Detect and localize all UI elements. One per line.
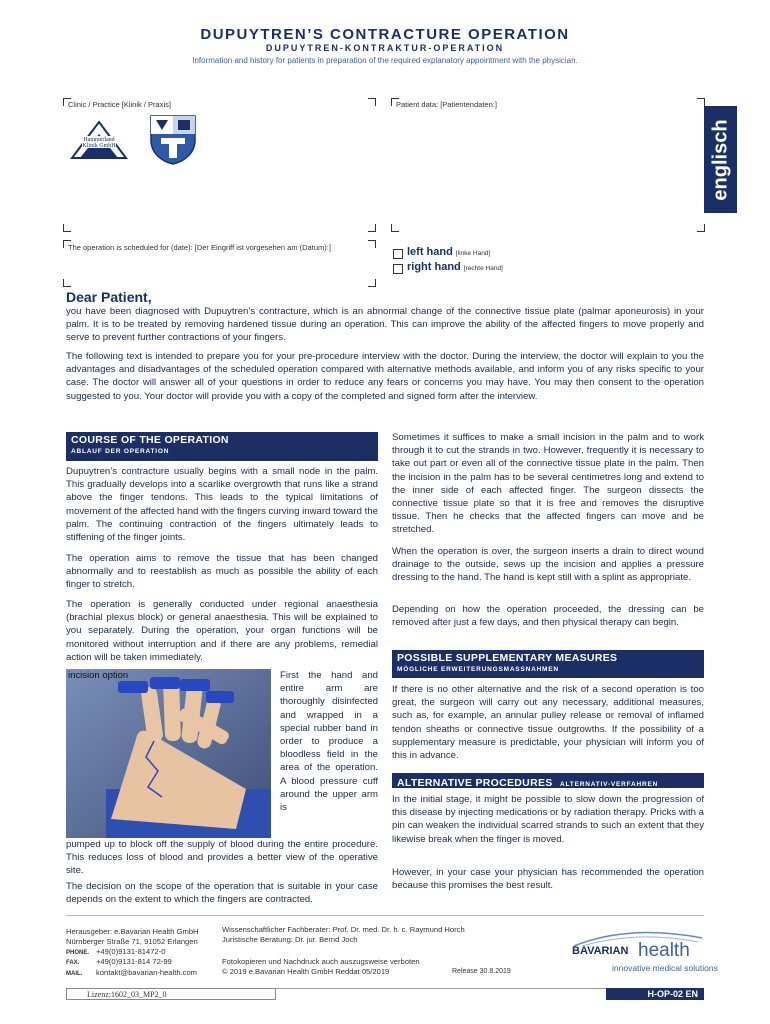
illustration-label: incision option [68, 670, 129, 681]
footer-divider [66, 915, 704, 916]
clinic-field-label: Clinic / Practice [Klinik / Praxis] [68, 100, 171, 109]
supplementary-subheading: MÖGLICHE ERWEITERUNGSMASSNAHMEN [397, 666, 559, 673]
svg-text:Hammerland: Hammerland [83, 137, 115, 143]
patient-box-corner [697, 224, 705, 232]
left-hand-label: left hand [407, 246, 453, 258]
patient-box-corner [697, 98, 705, 106]
right-paragraph-3: Depending on how the operation proceeded, the dressing can be removed after just a few days, and then physical therapy can begin. [392, 604, 704, 629]
mail-value: kontakt@bavarian-health.com [96, 968, 197, 977]
course-section-header [66, 432, 378, 461]
course-paragraph-2: The operation aims to remove the tissue that has been changed abnormally and to reestablish as much as possible the ability of each finger to stretch. [66, 553, 378, 591]
footer-copyright: © 2019 e.Bavarian Health GmbH Reddat 05/2019 [222, 967, 390, 976]
bavarian-health-logo [568, 928, 718, 976]
footer-copy-notice: Fotokopieren und Nachdruck auch auszugsweise verboten [222, 957, 420, 966]
salutation: Dear Patient, [66, 289, 152, 305]
patient-box-corner [391, 224, 399, 232]
course-heading: COURSE OF THE OPERATION [71, 434, 229, 446]
alternative-paragraph-2: However, in your case your physician has recommended the operation because this promises the best result. [392, 867, 704, 892]
alternative-subheading: ALTERNATIV-VERFAHREN [560, 781, 659, 788]
patient-field-label: Patient data: [Patientendaten:] [396, 100, 497, 109]
fax-value: +49(0)9131-814 72-99 [96, 957, 172, 966]
footer-scientific-advisor: Wissenschaftlicher Fachberater: Prof. Dr. med. Dr. h. c. Raymund Horch [222, 925, 465, 934]
left-hand-option [407, 246, 490, 258]
right-hand-option [407, 261, 503, 273]
course-paragraph-1: Dupuytren’s contracture usually begins with a small node in the palm. This gradually develops into a scarlike overgrowth that runs like a strand above the finger tendons. This leads to the typical limitations of movement of the affected hand with the fingers curving inward toward the palm. The continuing contraction of the fingers ultimately leads to stiffening of the finger joints. [66, 466, 378, 544]
course-paragraph-4a: First the hand and entire arm are thoroughly disinfected and wrapped in a special rubber band in order to produce a bloodless field in the area of the operation. A blood pressure cuff around the upper arm is [280, 670, 378, 814]
coat-of-arms-logo [147, 114, 199, 166]
intro-paragraph-1: you have been diagnosed with Dupuytren’s contracture, which is an abnormal change of the connective tissue plate (palmar aponeurosis) in your palm. It is to be treated by removing hardened tissue during an operation. This can improve the ability of the affected fingers to move properly and serve to prevent further contractions of your fingers. [66, 306, 704, 344]
clinic-box-corner [368, 224, 376, 232]
svg-text:Klinik GmbH: Klinik GmbH [82, 143, 116, 149]
alternative-section-header [392, 773, 704, 788]
footer-release: Release 30.8.2019 [452, 968, 511, 975]
supplementary-paragraph: If there is no other alternative and the risk of a second operation is too great, the surgeon will carry out any necessary, additional measures, such as, for example, an annular pulley release or removal of inflamed tendon sheaths or connective tissue outgrowths. If the possibility of a supplementary measure is predictable, your physician will inform you of this in advance. [392, 684, 704, 762]
supplementary-heading: POSSIBLE SUPPLEMENTARY MEASURES [397, 652, 618, 664]
footer-mail-row [66, 968, 197, 979]
course-paragraph-4b: pumped up to block off the supply of blood during the entire procedure. This reduces loss of blood and provides a better view of the operative site. [66, 839, 378, 877]
supplementary-section-header [392, 650, 704, 678]
document-subtitle: DUPUYTREN-KONTRAKTUR-OPERATION [265, 43, 505, 53]
right-hand-sublabel: [rechte Hand] [463, 265, 503, 272]
language-tab-label: englisch [709, 118, 731, 201]
left-hand-checkbox[interactable] [393, 249, 403, 259]
footer-legal-advisor: Juristische Beratung: Dr. jur. Bernd Joch [222, 935, 358, 944]
footer-address: Nürnberger Straße 71, 91052 Erlangen [66, 937, 198, 946]
date-box-corner [368, 240, 376, 248]
footer-fax-row [66, 957, 172, 968]
right-hand-label: right hand [407, 261, 461, 273]
course-subheading: ABLAUF DER OPERATION [71, 448, 170, 455]
clinic-logo [68, 118, 130, 162]
alternative-paragraph-1: In the initial stage, it might be possible to slow down the progression of this disease by injecting medications or by radiation therapy. Pricks with a pin can weaken the individual scarred strands to such an extent that they likewise break when the finger is moved. [392, 794, 704, 845]
right-paragraph-1: Sometimes it suffices to make a small incision in the palm and to work through it to cut the strands in two. However, frequently it is necessary to take out part or even all of the connective tissue plate in the palm. Then the incision in the palm has to be several centimetres long and extend to the inner side of each affected finger. The surgeon dissects the connective tissue plate so that it is free and removes the disruptive tissue. Then he checks that the affected fingers can move and be stretched. [392, 432, 704, 536]
date-box-corner [368, 279, 376, 287]
mail-label: MAIL. [66, 971, 83, 977]
alternative-heading: ALTERNATIVE PROCEDURES [397, 777, 553, 789]
language-tab [704, 106, 737, 213]
clinic-box-corner [63, 224, 71, 232]
clinic-box-corner [368, 98, 376, 106]
brand-part-2: health [638, 940, 690, 961]
intro-paragraph-2: The following text is intended to prepare you for your pre-procedure interview with the doctor. During the interview, the doctor will explain to you the advantages and disadvantages of the scheduled operation compared with alternative methods available, and inform you of any risks specific to your case. The doctor will answer all of your questions in order to reduce any fears or concerns you may have. You may then consent to the operation suggested to you. Your doctor will provide you with a copy of the completed and signed form after the interview. [66, 351, 704, 402]
phone-value: +49(0)9131-81472-0 [96, 947, 166, 956]
date-field-label: The operation is scheduled for (date): [Der Eingriff ist vorgesehen am (Datum):] [68, 243, 331, 252]
phone-label: PHONE. [66, 950, 90, 956]
date-box-corner [63, 279, 71, 287]
brand-part-1: BAVARIAN [572, 945, 629, 957]
hand-incision-illustration [66, 669, 271, 838]
licence-number: Lizenz:1602_03_MP2_0 [66, 988, 276, 1000]
document-title: DUPUYTREN’S CONTRACTURE OPERATION [200, 26, 570, 43]
form-code: H-OP-02 EN [606, 988, 704, 1000]
left-hand-sublabel: [linke Hand] [455, 250, 491, 257]
course-paragraph-3: The operation is generally conducted under regional anaesthesia (brachial plexus block) or general anaesthesia. This will be explained to you separately. During the operation, your organ functions will be monitored without interruption and if there are any problems, remedial action will be taken immediately. [66, 599, 378, 663]
fax-label: FAX. [66, 960, 80, 966]
footer-publisher: Herausgeber: e.Bavarian Health GmbH [66, 927, 199, 936]
document-info-line: Information and history for patients in preparation of the required explanatory appointment with the physician. [192, 56, 578, 65]
course-paragraph-5: The decision on the scope of the operation that is suitable in your case depends on the extent to which the fingers are contracted. [66, 881, 378, 906]
right-paragraph-2: When the operation is over, the surgeon inserts a drain to direct wound drainage to the outside, sews up the incision and applies a pressure dressing to the hand. The hand is kept still with a splint as appropriate. [392, 546, 704, 584]
brand-tagline: innovative medical solutions [612, 963, 718, 973]
right-hand-checkbox[interactable] [393, 264, 403, 274]
